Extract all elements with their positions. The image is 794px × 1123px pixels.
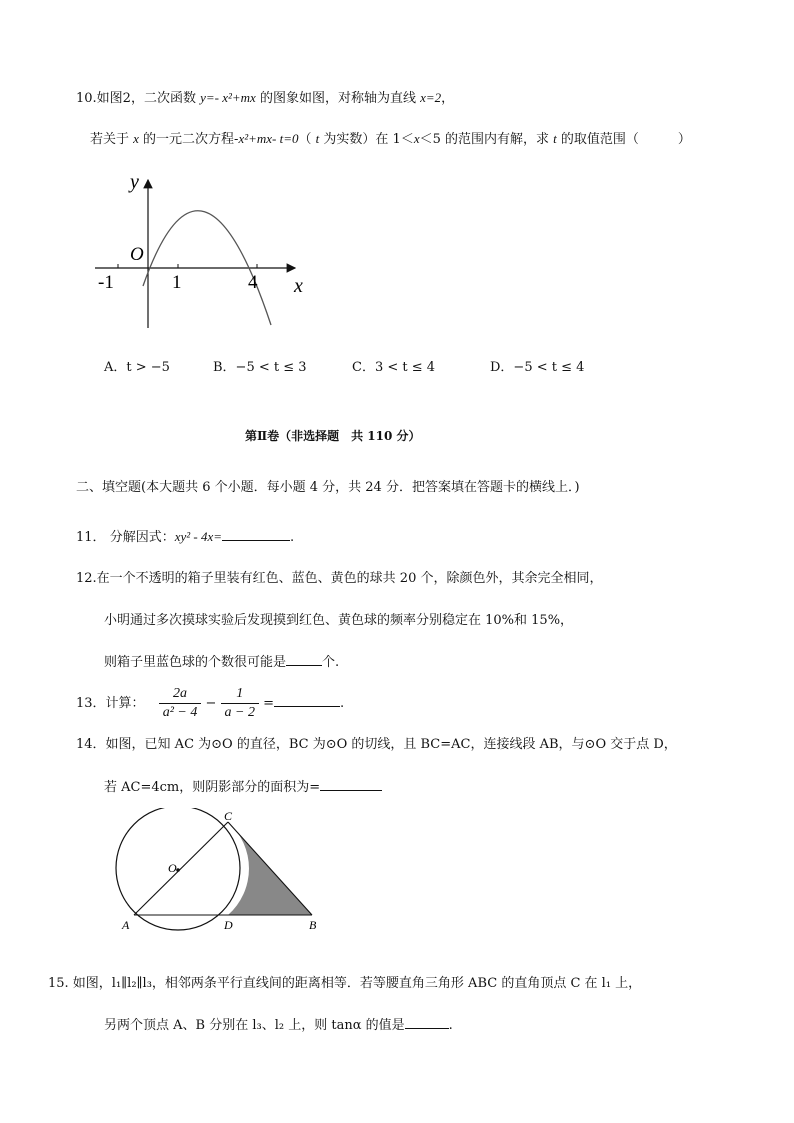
q10-line2-end: 的取值范围（ ） (556, 132, 691, 147)
q13-fraction-2 (221, 685, 259, 722)
q10-equation: x²+mx- t=0 (238, 131, 299, 146)
q15-line2 (104, 1016, 453, 1035)
q13: 13．计算： $\frac{2a}{\text{a² − 4}}$ − $\frac{1}{a - 2}$ = . (76, 686, 345, 720)
section-title: 第Ⅱ卷（非选择题 共 110 分） (245, 429, 421, 443)
q10-var-t2: t (553, 131, 557, 146)
q10-line1-end: ， (441, 91, 455, 106)
q14-line2 (104, 778, 382, 797)
option-b: B．−5 < t ≤ 3 (213, 360, 307, 375)
label-a: A (122, 918, 130, 932)
q10-line2-mid2: （ (298, 132, 316, 147)
option-a: A．t > −5 (104, 360, 170, 375)
q13-frac2-numerator: 1 (221, 685, 259, 704)
center-dot (176, 868, 180, 872)
q10-line1 (76, 89, 454, 108)
q13-fraction-1 (159, 685, 202, 722)
option-d: D．−5 < t ≤ 4 (490, 360, 585, 375)
q15-line1: 15. 如图，l₁∥l₂∥l₃，相邻两条平行直线间的距离相等．若等腰直角三角形 ABC 的直角顶点 C 在 l₁ 上， (48, 976, 642, 991)
q15-line2-pre: 另两个顶点 A、B 分别在 l₃、l₂ 上，则 tanα 的值是 (104, 1018, 405, 1033)
tick-label-4: 4 (248, 272, 258, 293)
q15-line2-end: . (448, 1018, 453, 1033)
q10-function: y=- x²+mx (200, 90, 256, 105)
q13-minus: − (205, 696, 217, 711)
q13-equals: = (263, 696, 275, 711)
label-b: B (309, 918, 317, 932)
q10-line2-mid4: ＜5 的范围内有解，求 (419, 132, 554, 147)
q14-line1: 14．如图，已知 AC 为⊙O 的直径，BC 为⊙O 的切线，且 BC=AC，连接线段 AB，与⊙O 交于点 D， (76, 737, 677, 752)
origin-label: O (130, 244, 144, 265)
q10-line2-pre: 若关于 (90, 132, 134, 147)
q14-answer-blank[interactable] (320, 778, 382, 791)
tick-label-neg1: -1 (98, 272, 114, 293)
q12-line1: 12.在一个不透明的箱子里装有红色、蓝色、黄色的球共 20 个，除颜色外，其余完全相同， (76, 571, 603, 586)
y-label: y (130, 171, 139, 193)
q10-line2-mid3: 为实数）在 1＜ (319, 132, 414, 147)
segment-ac (134, 822, 228, 915)
q13-frac2-denominator: a − 2 (224, 705, 255, 720)
part2-header: 二、填空题(本大题共 6 个小题．每小题 4 分，共 24 分．把答案填在答题卡的横线上．) (76, 480, 580, 495)
q12-line3 (104, 653, 339, 672)
q10-var-t: t (315, 131, 320, 146)
q10-line1-post: 的图象如图，对称轴为直线 (255, 91, 421, 106)
q11-expression: xy² - 4x= (174, 529, 223, 544)
label-c: C (224, 809, 233, 823)
q12-answer-blank[interactable] (286, 653, 322, 666)
q11-number: 11． (76, 530, 106, 545)
q14-line2-text: 若 AC=4cm，则阴影部分的面积为= (104, 780, 321, 795)
q10-line2-mid: 的一元二次方程- (138, 132, 239, 147)
x-label: x (294, 275, 303, 297)
circle-diagram (112, 808, 327, 936)
label-d: D (224, 918, 233, 932)
tick-label-1: 1 (172, 272, 182, 293)
q12-line2: 小明通过多次摸球实验后发现摸到红色、黄色球的频率分别稳定在 10%和 15%， (104, 613, 574, 628)
option-c: C．3 < t ≤ 4 (352, 360, 436, 375)
q13-frac1-denominator: a² − 4 (162, 705, 198, 720)
q11: 11． 分解因式：xy² - 4x= . (76, 529, 295, 545)
q13-answer-blank[interactable] (274, 694, 340, 707)
q11-text: 分解因式： (109, 530, 175, 545)
q13-pre: 13．计算： (76, 696, 145, 711)
q12-line3-pre: 则箱子里蓝色球的个数很可能是 (104, 655, 287, 670)
q10-line1-pre: 10.如图2，二次函数 (76, 91, 201, 106)
q10-var-x2: x (413, 131, 420, 146)
q13-frac1-numerator: 2a (159, 685, 202, 704)
q12-line3-post: 个. (322, 655, 340, 670)
parabola-graph (90, 168, 320, 338)
q10-var-x: x (133, 131, 139, 146)
label-o: O (168, 861, 177, 875)
q10-axis: x=2 (420, 90, 442, 105)
q11-answer-blank[interactable] (222, 528, 290, 541)
q10-line2 (90, 130, 691, 149)
q15-answer-blank[interactable] (405, 1016, 449, 1029)
